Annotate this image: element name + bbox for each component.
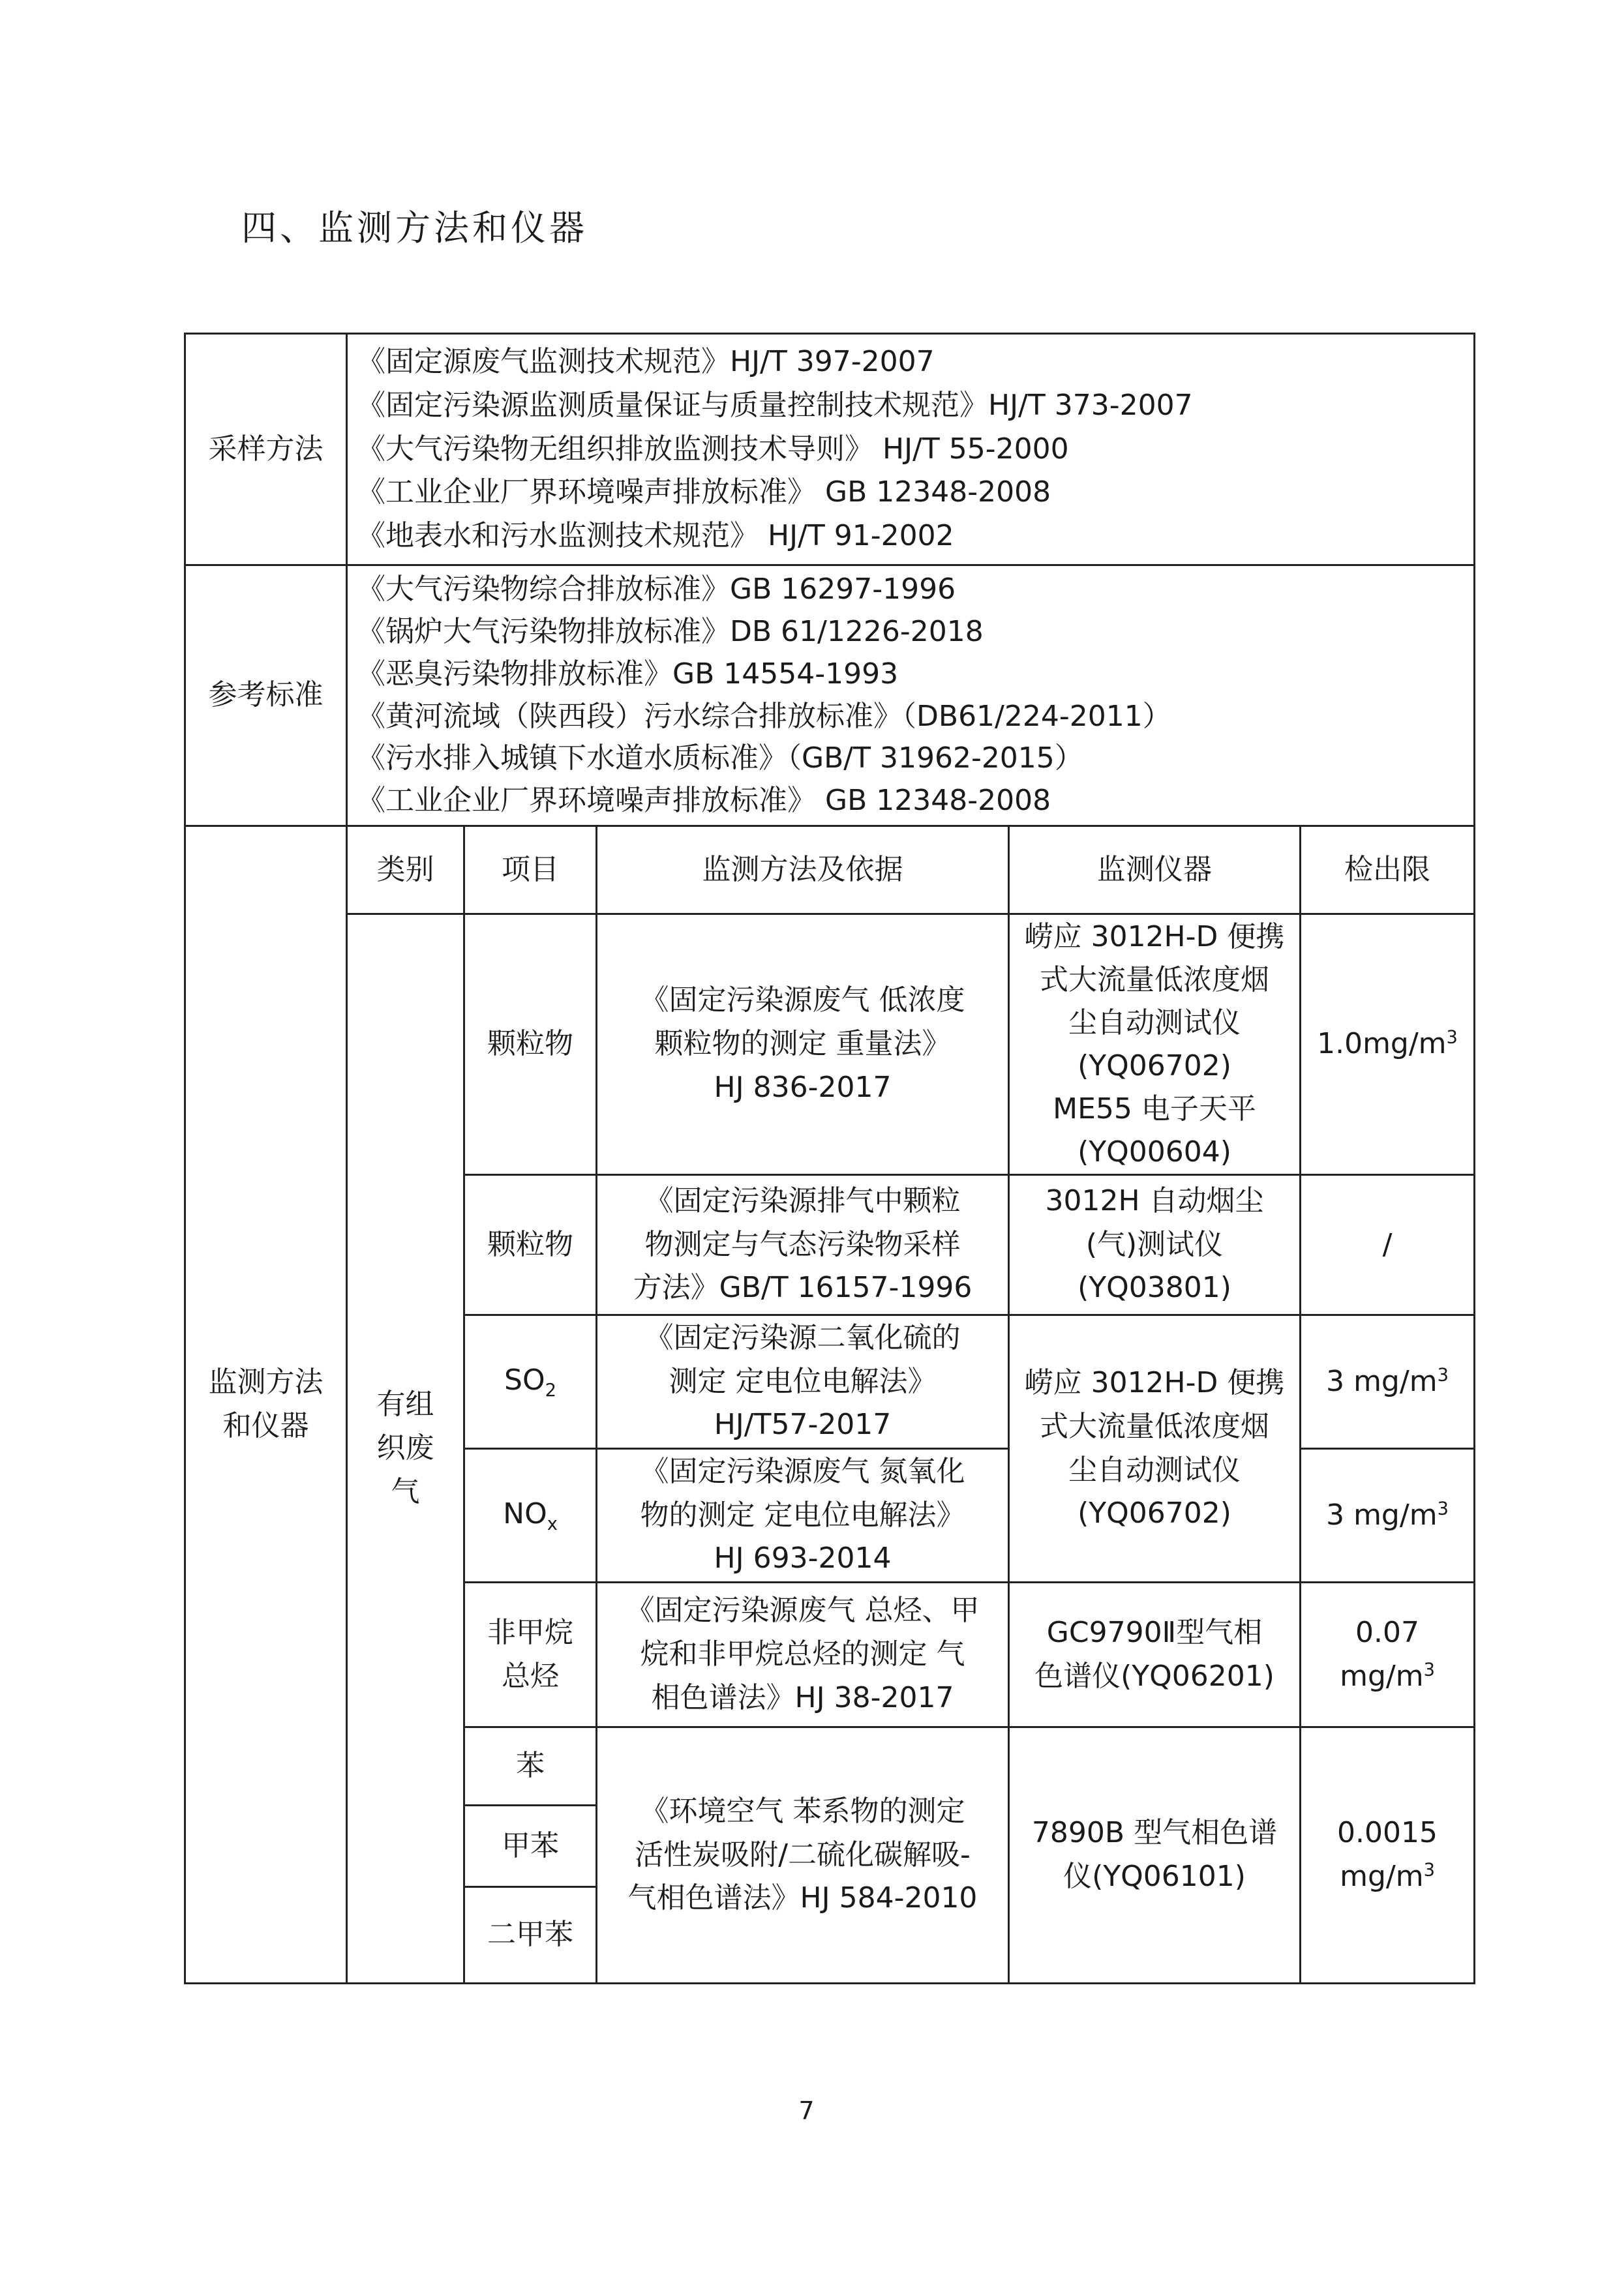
item-cell <box>464 1315 597 1449</box>
method-line: HJ 836-2017 <box>714 1070 892 1104</box>
item-line: 非甲烷 <box>487 1615 573 1649</box>
sampling-line: 《固定源废气监测技术规范》HJ/T 397-2007 <box>357 344 935 378</box>
instrument-line: GC9790Ⅱ型气相 <box>1046 1615 1263 1649</box>
header-method: 监测方法及依据 <box>597 826 1009 914</box>
limit-cell <box>1301 1315 1475 1449</box>
reference-line: 《黄河流域（陕西段）污水综合排放标准》（DB61/224-2011） <box>357 699 1171 733</box>
instrument-cell <box>1009 1727 1301 1984</box>
instrument-cell <box>1009 1175 1301 1315</box>
item-subscript: x <box>547 1514 558 1535</box>
instrument-line: 7890B 型气相色谱 <box>1031 1816 1278 1850</box>
instrument-line: 尘自动测试仪 <box>1068 1453 1241 1487</box>
method-cell <box>597 1583 1009 1727</box>
item-cell: 颗粒物 <box>464 914 597 1175</box>
section-title: 四、监测方法和仪器 <box>241 207 588 248</box>
limit-cell <box>1301 1727 1475 1984</box>
method-line: 颗粒物的测定 重量法》 <box>654 1027 951 1061</box>
category-line: 气 <box>391 1474 420 1508</box>
instrument-line: (YQ06702) <box>1078 1049 1231 1082</box>
item-formula: NO <box>503 1497 547 1531</box>
limit-value: mg/m <box>1340 1860 1424 1893</box>
method-line: 气相色谱法》HJ 584-2010 <box>627 1881 978 1915</box>
item-cell: 颗粒物 <box>464 1175 597 1315</box>
sampling-line: 《工业企业厂界环境噪声排放标准》 GB 12348-2008 <box>357 475 1051 509</box>
sampling-label: 采样方法 <box>185 334 347 565</box>
method-cell <box>597 1175 1009 1315</box>
limit-exponent: 3 <box>1423 1860 1435 1881</box>
instrument-line: 式大流量低浓度烟 <box>1040 962 1269 996</box>
method-line: 《环境空气 苯系物的测定 <box>640 1794 965 1828</box>
limit-exponent: 3 <box>1437 1498 1449 1519</box>
limit-cell <box>1301 914 1475 1175</box>
header-limit: 检出限 <box>1301 826 1475 914</box>
table-row <box>185 914 1475 1175</box>
method-line: 相色谱法》HJ 38-2017 <box>651 1680 954 1714</box>
category-line: 织废 <box>376 1431 434 1465</box>
method-line: 活性炭吸附/二硫化碳解吸- <box>635 1838 971 1871</box>
instrument-line: 仪(YQ06101) <box>1063 1860 1246 1893</box>
header-instrument: 监测仪器 <box>1009 826 1301 914</box>
method-line: HJ/T57-2017 <box>714 1408 892 1442</box>
item-line: 总烃 <box>502 1659 559 1693</box>
reference-label: 参考标准 <box>185 565 347 826</box>
instrument-line: ME55 电子天平 <box>1053 1092 1256 1126</box>
sampling-line: 《大气污染物无组织排放监测技术导则》 HJ/T 55-2000 <box>357 432 1069 466</box>
instrument-line: 色谱仪(YQ06201) <box>1034 1659 1274 1693</box>
sampling-line: 《固定污染源监测质量保证与质量控制技术规范》HJ/T 373-2007 <box>357 388 1193 422</box>
limit-value: mg/m <box>1340 1659 1424 1693</box>
instrument-line: 3012H 自动烟尘 <box>1045 1184 1264 1217</box>
item-subscript: 2 <box>545 1380 556 1401</box>
instrument-cell <box>1009 1583 1301 1727</box>
sampling-list <box>347 334 1475 565</box>
method-line: 方法》GB/T 16157-1996 <box>633 1271 972 1305</box>
reference-line: 《污水排入城镇下水道水质标准》（GB/T 31962-2015） <box>357 741 1083 775</box>
method-line: 测定 定电位电解法》 <box>669 1364 937 1398</box>
reference-line: 《恶臭污染物排放标准》GB 14554-1993 <box>357 657 899 691</box>
item-cell: 苯 <box>464 1727 597 1806</box>
reference-list <box>347 565 1475 826</box>
instrument-line: 崂应 3012H-D 便携 <box>1024 919 1285 953</box>
limit-exponent: 3 <box>1437 1364 1449 1385</box>
method-line: 物的测定 定电位电解法》 <box>640 1498 965 1532</box>
method-cell <box>597 914 1009 1175</box>
method-cell <box>597 1727 1009 1984</box>
sampling-row <box>185 334 1475 565</box>
instrument-line: (YQ00604) <box>1078 1135 1231 1169</box>
item-formula: SO <box>504 1364 545 1397</box>
limit-value: 3 mg/m <box>1326 1364 1438 1398</box>
reference-line: 《大气污染物综合排放标准》GB 16297-1996 <box>357 573 956 606</box>
instrument-line: 式大流量低浓度烟 <box>1040 1409 1269 1443</box>
category-line: 有组 <box>376 1388 434 1422</box>
methods-label-line: 监测方法 <box>208 1365 324 1399</box>
category-cell <box>347 914 464 1984</box>
instrument-cell <box>1009 1315 1301 1583</box>
methods-header-row <box>185 826 1475 914</box>
methods-label <box>185 826 347 1984</box>
limit-line: 0.0015 <box>1337 1816 1438 1850</box>
item-cell <box>464 1583 597 1727</box>
instrument-line: 崂应 3012H-D 便携 <box>1024 1365 1285 1399</box>
method-line: 《固定污染源排气中颗粒 <box>644 1184 961 1217</box>
instrument-line: (YQ06702) <box>1078 1497 1231 1530</box>
reference-row <box>185 565 1475 826</box>
method-line: 《固定污染源废气 氮氧化 <box>640 1454 965 1488</box>
item-cell: 二甲苯 <box>464 1887 597 1984</box>
page-number: 7 <box>798 2096 815 2125</box>
method-line: 《固定污染源废气 总烃、甲 <box>626 1594 980 1628</box>
method-line: 《固定污染源二氧化硫的 <box>644 1320 961 1354</box>
limit-cell: / <box>1301 1175 1475 1315</box>
limit-line <box>1310 1855 1464 1899</box>
limit-line: 0.07 <box>1355 1615 1419 1649</box>
limit-cell <box>1301 1583 1475 1727</box>
sampling-line: 《地表水和污水监测技术规范》 HJ/T 91-2002 <box>357 519 954 553</box>
limit-line <box>1310 1655 1464 1699</box>
method-line: 烷和非甲烷总烃的测定 气 <box>640 1637 965 1671</box>
method-line: 《固定污染源废气 低浓度 <box>640 983 965 1017</box>
reference-line: 《工业企业厂界环境噪声排放标准》 GB 12348-2008 <box>357 783 1051 817</box>
method-cell <box>597 1315 1009 1449</box>
method-line: 物测定与气态污染物采样 <box>644 1227 961 1261</box>
monitoring-methods-table <box>184 333 1475 1984</box>
item-cell <box>464 1449 597 1583</box>
limit-exponent: 3 <box>1446 1027 1458 1048</box>
header-item: 项目 <box>464 826 597 914</box>
instrument-line: 尘自动测试仪 <box>1068 1006 1241 1039</box>
instrument-cell <box>1009 914 1301 1175</box>
instrument-line: (YQ03801) <box>1078 1271 1231 1305</box>
limit-value: 1.0mg/m <box>1317 1027 1447 1061</box>
reference-line: 《锅炉大气污染物排放标准》DB 61/1226-2018 <box>357 615 984 649</box>
limit-value: 3 mg/m <box>1326 1498 1438 1532</box>
limit-exponent: 3 <box>1423 1659 1435 1680</box>
method-cell <box>597 1449 1009 1583</box>
method-line: HJ 693-2014 <box>714 1542 892 1575</box>
item-cell: 甲苯 <box>464 1806 597 1887</box>
limit-cell <box>1301 1449 1475 1583</box>
instrument-line: (气)测试仪 <box>1085 1227 1224 1261</box>
header-category: 类别 <box>347 826 464 914</box>
methods-label-line: 和仪器 <box>222 1409 309 1442</box>
